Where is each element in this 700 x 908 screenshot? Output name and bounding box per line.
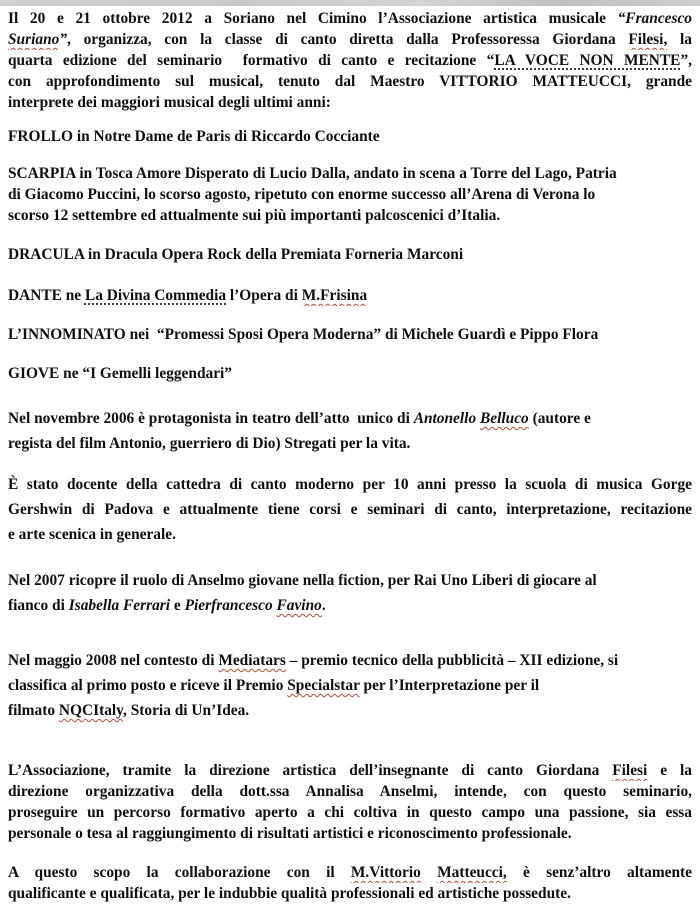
paragraph-anno-2007	[8, 568, 692, 618]
text-run: L’INNOMINATO nei “Promessi Sposi Opera Moderna” di Michele Guardì e Pippo Flora	[8, 326, 599, 343]
text-line	[8, 497, 692, 522]
text-run: direzione organizzativa della dott.ssa Annalisa Anselmi, intende, con questo seminario,	[8, 783, 692, 800]
paragraph-intro	[8, 8, 692, 113]
misspelled-word: NQCItaly	[58, 702, 124, 719]
text-run: Nel 2007 ricopre il ruolo di Anselmo giovane nella fiction, per Rai Uno Liberi di giocare al	[8, 572, 597, 589]
text-line	[8, 324, 692, 345]
text-run: regista del film Antonio, guerriero di Dio) Stregati per la vita.	[8, 435, 411, 452]
text-run: .	[321, 597, 326, 614]
text-line	[8, 50, 692, 71]
text-line	[8, 823, 692, 844]
paragraph-innominato	[8, 324, 692, 345]
text-run: scorso 12 settembre ed attualmente sui più importanti palcoscenici d’Italia.	[8, 207, 501, 224]
text-run: “Francesco	[617, 10, 692, 27]
text-line	[8, 363, 692, 384]
text-run: (autore e	[528, 410, 591, 427]
misspelled-word: Filesi,	[628, 31, 668, 48]
misspelled-word: Mediatars	[218, 652, 286, 669]
text-run: L’Associazione, tramite la direzione artistica dell’insegnante di canto Giordana	[8, 762, 613, 779]
paragraph-docente	[8, 472, 692, 547]
text-run: Gershwin di Padova e attualmente tiene corsi e seminari di canto, interpretazione, recitazione	[8, 501, 692, 518]
text-line	[8, 781, 692, 802]
paragraph-dante	[8, 285, 692, 306]
paragraph-associazione	[8, 760, 692, 844]
misspelled-word: M.Frisina	[301, 287, 368, 304]
misspelled-word: M.Vittorio	[350, 864, 421, 881]
text-run: per l’Interpretazione per il	[359, 677, 540, 694]
text-run: con approfondimento sul musical, tenuto dal Maestro VITTORIO MATTEUCCI, grande	[8, 73, 692, 90]
text-line	[8, 802, 692, 823]
text-line	[8, 8, 692, 29]
text-run: e la	[647, 762, 692, 779]
text-run: di Giacomo Puccini, lo scorso agosto, ripetuto con enorme successo all’Arena di Verona lo	[8, 186, 596, 203]
text-line	[8, 285, 692, 306]
text-run: e	[170, 597, 185, 614]
text-run: ”,	[680, 52, 692, 69]
text-run: è senz’altro altamente	[506, 864, 692, 881]
text-run: Antonello	[413, 410, 480, 427]
text-run: A questo scopo la collaborazione con il	[8, 864, 351, 881]
text-line	[8, 698, 692, 723]
misspelled-word: Matteucci,	[437, 864, 507, 881]
text-line	[8, 673, 692, 698]
text-run: classifica al primo posto e riceve il Premio	[8, 677, 288, 694]
text-line	[8, 205, 692, 226]
misspelled-word: Specialstar	[287, 677, 360, 694]
paragraph-giove	[8, 363, 692, 384]
window-edge-strip	[0, 0, 700, 6]
paragraph-maggio-2008	[8, 648, 692, 723]
misspelled-word: Filesi	[612, 762, 648, 779]
text-line	[8, 71, 692, 92]
paragraph-frollo	[8, 126, 692, 147]
text-run: e arte scenica in generale.	[8, 526, 176, 543]
text-line	[8, 862, 692, 883]
text-line	[8, 522, 692, 547]
text-line	[8, 92, 692, 113]
text-run: Pierfrancesco	[184, 597, 277, 614]
misspelled-word: Belluco	[480, 410, 529, 427]
text-run: , organizza, con la classe di canto diretta dalla Professoressa Giordana	[67, 31, 629, 48]
text-run: interprete dei maggiori musical degli ultimi anni:	[8, 94, 331, 111]
text-run: DANTE ne	[8, 287, 85, 304]
text-run: Nel maggio 2008 nel contesto di	[8, 652, 219, 669]
text-line	[8, 431, 692, 456]
paragraph-conclusione	[8, 862, 692, 904]
text-run: SCARPIA in Tosca Amore Disperato di Lucio Dalla, andato in scena a Torre del Lago, Patria	[8, 165, 617, 182]
text-line	[8, 244, 692, 265]
text-run: quarta edizione del seminario formativo di canto e recitazione “	[8, 52, 495, 69]
text-line	[8, 163, 692, 184]
text-run: FROLLO in Notre Dame de Paris di Riccardo Cocciante	[8, 128, 380, 145]
text-run: , Storia di Un’Idea.	[123, 702, 250, 719]
text-run: l’Opera di	[226, 287, 302, 304]
text-run: DRACULA in Dracula Opera Rock della Premiata Forneria Marconi	[8, 246, 464, 263]
text-run: ”	[59, 31, 68, 48]
text-run: – premio tecnico della pubblicità – XII edizione, si	[285, 652, 619, 669]
grammar-flagged-text: La Divina Commedia	[84, 287, 227, 304]
text-line	[8, 472, 692, 497]
text-run: la	[667, 31, 692, 48]
text-line	[8, 648, 692, 673]
text-run: Nel novembre 2006 è protagonista in teatro dell’atto unico di	[8, 410, 414, 427]
text-run: qualificante e qualificata, per le indubbie qualità professionali ed artistiche possedute.	[8, 885, 571, 902]
paragraph-scarpia	[8, 163, 692, 226]
text-run: Il 20 e 21 ottobre 2012 a Soriano nel Cimino l’Associazione artistica musicale	[8, 10, 618, 27]
text-line	[8, 760, 692, 781]
misspelled-word: Favino	[276, 597, 322, 614]
text-run: Isabella Ferrari	[68, 597, 171, 614]
grammar-flagged-text: LA VOCE NON MENTE	[494, 52, 681, 69]
misspelled-word: Suriano	[8, 31, 60, 48]
text-run	[421, 864, 437, 881]
text-run: filmato	[8, 702, 59, 719]
text-run: È stato docente della cattedra di canto moderno per 10 anni presso la scuola di musica Gorge	[8, 476, 692, 493]
document-body	[0, 8, 700, 904]
paragraph-dracula	[8, 244, 692, 265]
text-run: fianco di	[8, 597, 69, 614]
text-line	[8, 883, 692, 904]
paragraph-novembre-2006	[8, 406, 692, 456]
text-run: GIOVE ne “I Gemelli leggendari”	[8, 365, 233, 382]
text-line	[8, 406, 692, 431]
text-line	[8, 126, 692, 147]
text-run: proseguire un percorso formativo aperto a chi coltiva in questo campo una passione, sia essa	[8, 804, 692, 821]
text-line	[8, 593, 692, 618]
text-line	[8, 29, 692, 50]
text-run: personale o tesa al raggiungimento di risultati artistici e riconoscimento professionale.	[8, 825, 572, 842]
text-line	[8, 568, 692, 593]
text-line	[8, 184, 692, 205]
